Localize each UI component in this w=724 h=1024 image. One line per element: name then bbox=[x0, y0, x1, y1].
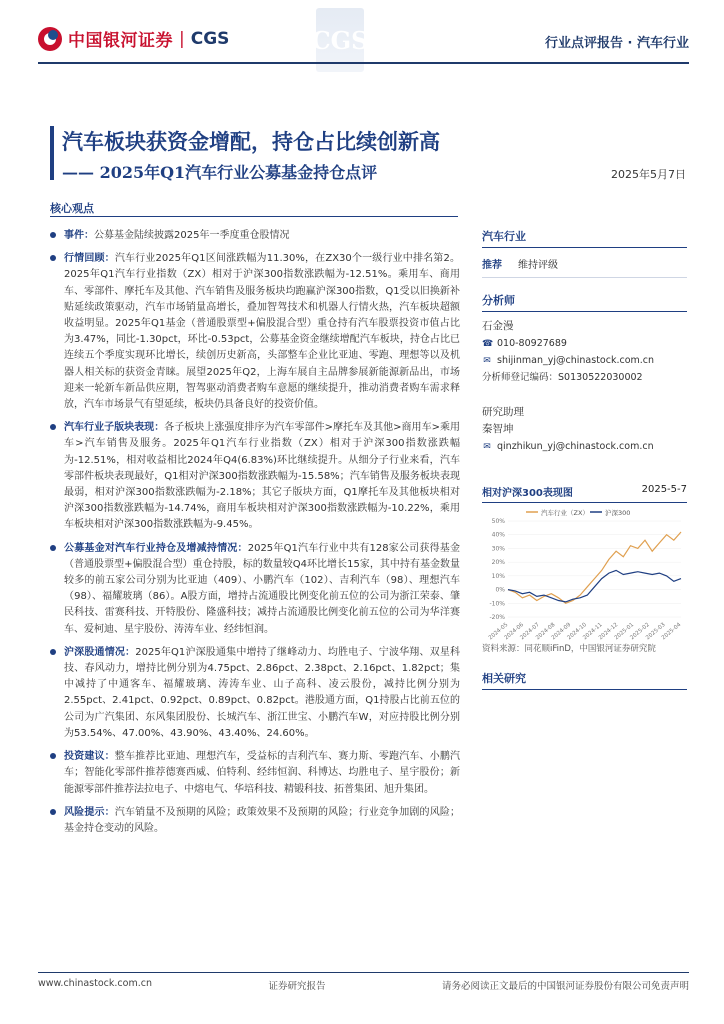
paragraph-lead: 事件： bbox=[64, 230, 94, 241]
x-tick-label: 2025-02 bbox=[629, 621, 651, 642]
relative-performance-chart bbox=[482, 484, 687, 646]
phone-icon: ☎ bbox=[482, 338, 494, 349]
bullet-icon bbox=[50, 649, 56, 655]
analyst-header: 分析师 bbox=[482, 292, 687, 312]
paragraph-text: 各子板块上涨强度排序为汽车零部件>摩托车及其他>商用车>乘用车>汽车销售及服务。2025年Q1汽车行业指数（ZX）相对于沪深300指数涨跌幅为-12.51%，相对收益相比2024年Q4(6.83%)环比继续提升。从细分子行业来看，汽车零部件板块表现最好，Q1相对沪深300指数涨跌幅为-15.58%；汽车销售及服务板块表现最弱，相对沪深300指数涨跌幅为-2.18%；其它子版块方面，Q1摩托车及其他板块相对沪深300指数涨跌幅为-14.74%，商用车板块相对沪深300指数涨跌幅为-10.22%，乘用车板块相对沪深300指数涨跌幅为-9.45%。 bbox=[64, 422, 461, 531]
y-tick-label: 40% bbox=[491, 531, 505, 539]
y-tick-label: 30% bbox=[491, 545, 505, 553]
analyst-name: 石金漫 bbox=[482, 320, 514, 332]
header-divider bbox=[38, 62, 689, 64]
x-tick-label: 2025-03 bbox=[645, 621, 667, 642]
paragraph-stock-connect bbox=[50, 645, 460, 742]
legend-label: 沪深300 bbox=[605, 509, 631, 517]
x-tick-label: 2024-11 bbox=[582, 621, 604, 642]
bullet-icon bbox=[50, 545, 56, 551]
title-accent-bar bbox=[50, 126, 54, 180]
watermark-text: CGS bbox=[311, 25, 369, 55]
analyst-phone: 010-80927689 bbox=[497, 338, 567, 349]
page-footer bbox=[38, 978, 689, 992]
assistant-email[interactable]: qinzhikun_yj@chinastock.com.cn bbox=[497, 441, 654, 452]
paragraph-lead: 汽车行业子版块表现： bbox=[64, 422, 165, 434]
main-content bbox=[50, 228, 460, 844]
analyst-block bbox=[482, 312, 687, 386]
paragraph-text: 汽车行业2025年Q1区间涨跌幅为11.30%，在ZX30个一级行业中排名第2。2025年Q1汽车行业指数（ZX）相对于沪深300指数涨跌幅为-12.51%。乘用车、商用车、零部件、摩托车及其他、汽车销售及服务板块均跑赢沪深300指数，Q1受以旧换新补贴延续政策驱动，汽车市场销量高增长，叠加智驾技术和机器人行情火热，汽车板块超额收益明显。2025年Q1基金（普通股票型+偏股混合型）重仓持有汽车股票投资市值占比为3.47%，同比-1.30pct，环比-0.53pct，公募基金资金继续增配汽车板块，持仓占比已连续五个季度实现环比增长，续创历史新高，头部整车企业比亚迪、零跑、理想等以及机器人相关标的获资金青睐。展望2025年Q2，上海车展自主品牌参展新能源新品出，市场迎来一轮新车新品供应期，智驾驱动消费者购车意愿的继续提升，推动消费者购车需求释放，汽车市场景气有望延续，板块仍具备良好的投资价值。 bbox=[64, 253, 460, 411]
analyst-email[interactable]: shijinman_yj@chinastock.com.cn bbox=[497, 355, 655, 366]
report-title: 汽车板块获资金增配，持仓占比续创新高 bbox=[62, 129, 440, 154]
paragraph-fund-holdings bbox=[50, 541, 460, 638]
logo-separator: | bbox=[179, 28, 185, 49]
paragraph-text: 整车推荐比亚迪、理想汽车，受益标的吉利汽车、赛力斯、零跑汽车、小鹏汽车；智能化零部件推荐德赛西威、伯特利、经纬恒润、科博达、均胜电子、星宇股份；新能源零部件推荐法拉电子、中熔电气、华培科技、精锻科技、拓普集团、旭升集团。 bbox=[64, 751, 461, 795]
y-tick-label: 10% bbox=[491, 572, 505, 580]
paragraph-text: 2025年Q1沪深股通集中增持了继峰动力、均胜电子、宁波华翔、双星科技、春风动力，增持比例分别为4.75pct、2.86pct、2.38pct、2.16pct、1.82pct；集中减持了中通客车、福耀玻璃、涛涛车业、山子高科、凌云股份，减持比例分别为2.55pct、2.41pct、0.92pct、0.89pct、0.82pct。港股通方面，Q1持股占比前五位的公司为广汽集团、东风集团股份、长城汽车、浙江世宝、小鹏汽车W，对应持股比例分别为53.54%、47.00%、43.90%、43.40%、24.60%。 bbox=[64, 646, 461, 739]
related-research-header: 相关研究 bbox=[482, 670, 687, 690]
report-date: 2025年5月7日 bbox=[611, 168, 686, 181]
sidebar bbox=[482, 228, 687, 455]
paragraph-subsector bbox=[50, 420, 460, 533]
chart-header bbox=[482, 484, 687, 503]
paragraph-lead: 沪深股通情况： bbox=[64, 646, 136, 658]
paragraph-event bbox=[50, 228, 460, 244]
paragraph-lead: 行情回顾： bbox=[64, 253, 115, 265]
x-tick-label: 2025-04 bbox=[660, 621, 683, 642]
x-tick-label: 2024-09 bbox=[550, 621, 573, 642]
logo-en: CGS bbox=[190, 28, 230, 49]
x-tick-label: 2024-08 bbox=[535, 621, 557, 642]
bullet-icon bbox=[50, 753, 56, 759]
legend-label: 汽车行业（ZX） bbox=[541, 509, 589, 517]
paragraph-lead: 投资建议： bbox=[64, 751, 115, 763]
core-views-divider bbox=[50, 216, 458, 217]
analyst-cert: 分析师登记编码：S0130522030002 bbox=[482, 372, 643, 383]
footer-website[interactable]: www.chinastock.com.cn bbox=[38, 978, 152, 989]
rating-row bbox=[482, 248, 687, 278]
paragraph-lead: 公募基金对汽车行业持仓及增减持情况： bbox=[64, 542, 248, 554]
sidebar-industry: 汽车行业 bbox=[482, 228, 687, 248]
page-header bbox=[0, 0, 724, 80]
bullet-icon bbox=[50, 255, 56, 261]
rating-value: 维持评级 bbox=[518, 260, 558, 271]
assistant-email-line bbox=[482, 438, 687, 455]
chart-title: 相对沪深300表现图 bbox=[482, 488, 573, 499]
x-tick-label: 2024-06 bbox=[503, 621, 526, 642]
logo-mark-icon bbox=[38, 27, 62, 51]
chart-date: 2025-5-7 bbox=[641, 484, 687, 495]
x-tick-label: 2025-01 bbox=[613, 621, 636, 642]
x-tick-label: 2024-07 bbox=[519, 621, 541, 642]
chart-svg bbox=[482, 503, 687, 643]
x-tick-label: 2024-12 bbox=[597, 621, 620, 642]
footer-divider bbox=[38, 972, 689, 973]
brand-logo bbox=[38, 26, 229, 51]
report-subtitle: —— 2025年Q1汽车行业公募基金持仓点评 bbox=[62, 163, 378, 182]
paragraph-investment-advice bbox=[50, 749, 460, 798]
chart-source: 资料来源：同花顺iFinD，中国银河证券研究院 bbox=[482, 644, 656, 654]
email-icon: ✉ bbox=[483, 441, 491, 452]
footer-disclaimer: 请务必阅读正文最后的中国银河证券股份有限公司免责声明 bbox=[441, 981, 689, 992]
report-type: 行业点评报告 · 汽车行业 bbox=[545, 36, 689, 51]
paragraph-risk bbox=[50, 805, 460, 837]
paragraph-text: 2025年Q1汽车行业中共有128家公司获得基金（普通股票型+偏股混合型）重仓持股，标的数量较Q4环比增长15家，其中持有基金数量较多的前五家公司分别为比亚迪（409）、小鹏汽车（102）、吉利汽车（98）、理想汽车（98）、福耀玻璃（86）。A股方面，增持占流通股比例变化前五位的公司为浙江荣泰、肇民科技、雷赛科技、开特股份、隆盛科技；减持占流通股比例变化前五位的公司为华洋赛车、爱柯迪、星宇股份、涛涛车业、经纬恒润。 bbox=[64, 542, 460, 635]
x-tick-label: 2024-10 bbox=[566, 621, 588, 642]
series-line bbox=[508, 532, 681, 603]
email-icon: ✉ bbox=[483, 355, 491, 366]
series-line bbox=[508, 570, 681, 602]
y-tick-label: -20% bbox=[489, 614, 505, 621]
logo-text: 中国银河证券 bbox=[68, 31, 173, 51]
assistant-block bbox=[482, 404, 687, 455]
assistant-header: 研究助理 bbox=[482, 406, 524, 418]
bullet-icon bbox=[50, 232, 56, 238]
paragraph-lead: 风险提示： bbox=[64, 806, 115, 818]
y-tick-label: 20% bbox=[491, 559, 505, 567]
assistant-name: 秦智坤 bbox=[482, 423, 514, 435]
y-tick-label: 50% bbox=[491, 518, 505, 525]
analyst-phone-line bbox=[482, 335, 687, 352]
core-views-label: 核心观点 bbox=[50, 202, 94, 215]
x-tick-label: 2024-05 bbox=[487, 621, 510, 642]
paragraph-text: 公募基金陆续披露2025年一季度重仓股情况 bbox=[94, 230, 290, 241]
analyst-email-line bbox=[482, 352, 687, 369]
bullet-icon bbox=[50, 809, 56, 815]
y-tick-label: -10% bbox=[489, 600, 505, 608]
paragraph-market-review bbox=[50, 251, 460, 413]
y-tick-label: 0% bbox=[495, 586, 505, 594]
rating-key: 推荐 bbox=[482, 260, 502, 271]
bullet-icon bbox=[50, 424, 56, 430]
paragraph-text: 汽车销量不及预期的风险；政策效果不及预期的风险；行业竞争加剧的风险；基金持仓变动的风险。 bbox=[64, 806, 461, 834]
footer-mid: 证券研究报告 bbox=[268, 981, 326, 992]
